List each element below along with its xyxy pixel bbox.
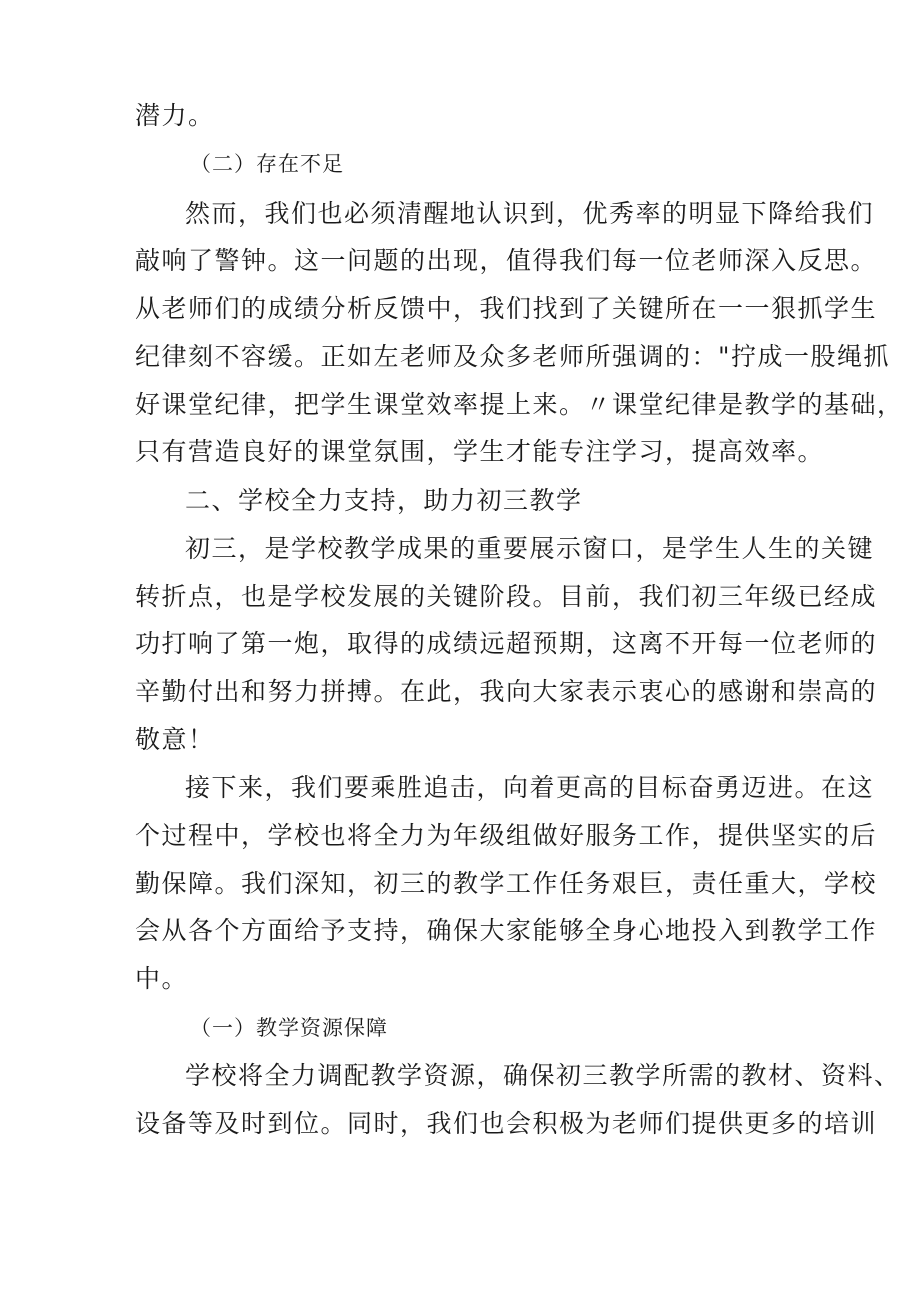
paragraph-line: 功打响了第一炮，取得的成绩远超预期，这离不开每一位老师的	[135, 629, 878, 658]
paragraph-line: 中。	[135, 964, 189, 993]
paragraph-line: 接下来，我们要乘胜追击，向着更高的目标奋勇迈进。在这	[185, 773, 875, 802]
section-heading: 二、学校全力支持，助力初三教学	[185, 486, 583, 515]
text-line: 潜力。	[135, 101, 215, 130]
paragraph-line: 辛勤付出和努力拼搏。在此，我向大家表示衷心的感谢和崇高的	[135, 677, 878, 706]
paragraph-line: 敬意！	[135, 725, 215, 754]
paragraph-line: 敲响了警钟。这一问题的出现，值得我们每一位老师深入反思。	[135, 246, 878, 275]
paragraph-line: 转折点，也是学校发展的关键阶段。目前，我们初三年级已经成	[135, 582, 878, 611]
paragraph-line: 初三，是学校教学成果的重要展示窗口，是学生人生的关键	[185, 534, 875, 563]
paragraph-line: 纪律刻不容缓。正如左老师及众多老师所强调的："拧成一股绳抓	[135, 342, 891, 371]
paragraph-line: 学校将全力调配教学资源，确保初三教学所需的教材、资料、	[185, 1061, 901, 1090]
paragraph-line: 个过程中，学校也将全力为年级组做好服务工作，提供坚实的后	[135, 821, 878, 850]
paragraph-line: 会从各个方面给予支持，确保大家能够全身心地投入到教学工作	[135, 916, 878, 945]
paragraph-line: 从老师们的成绩分析反馈中，我们找到了关键所在一一狠抓学生	[135, 294, 878, 323]
section-heading: （一）教学资源保障	[190, 1016, 388, 1040]
paragraph-line: 勤保障。我们深知，初三的教学工作任务艰巨，责任重大，学校	[135, 869, 878, 898]
paragraph-line: 然而，我们也必须清醒地认识到，优秀率的明显下降给我们	[185, 199, 875, 228]
section-heading: （二）存在不足	[190, 152, 344, 176]
paragraph-line: 设备等及时到位。同时，我们也会积极为老师们提供更多的培训	[135, 1109, 878, 1138]
paragraph-line: 好课堂纪律，把学生课堂效率提上来。〃课堂纪律是教学的基础，	[135, 390, 904, 419]
paragraph-line: 只有营造良好的课堂氛围，学生才能专注学习，提高效率。	[135, 437, 825, 466]
